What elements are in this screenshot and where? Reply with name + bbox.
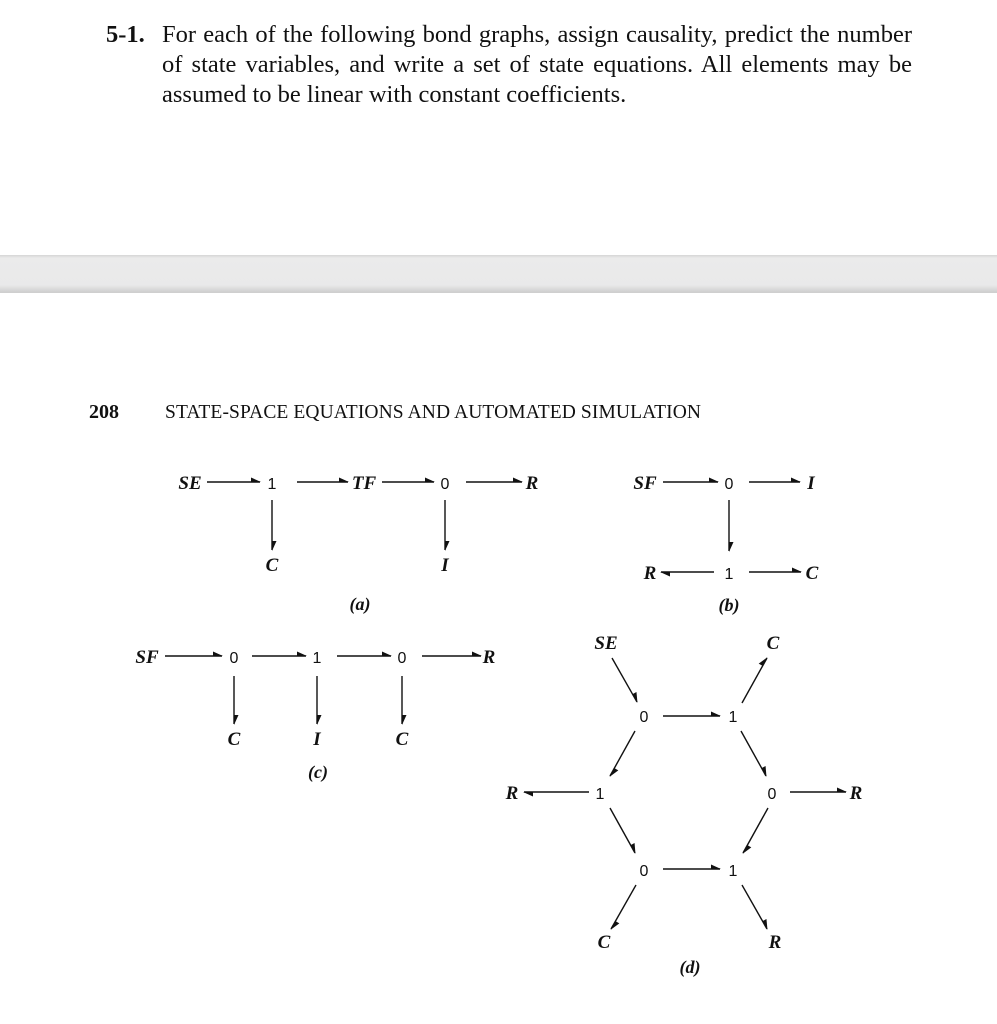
figure-a: [178, 473, 538, 615]
fig-d-junction-top-right: 1: [728, 709, 738, 726]
problem-text: For each of the following bond graphs, assign causality, predict the number of state variables, and write a set of state equations. All elements may be assumed to be linear with constant coefficients.: [162, 21, 912, 108]
fig-d-bond-1-0-right: [741, 731, 766, 776]
fig-a-junction-0: 0: [440, 476, 450, 493]
fig-b-inertia-label: I: [807, 473, 815, 494]
fig-a-source-label: SE: [178, 473, 202, 494]
fig-d-bond-0-c-bottom: [611, 885, 636, 929]
fig-d-junction-top-left: 0: [639, 709, 649, 726]
fig-b-junction-0: 0: [724, 476, 734, 493]
fig-b-capacitor-label: C: [805, 563, 819, 584]
fig-c-junction-1: 1: [312, 650, 322, 667]
fig-c-resistor-label: R: [482, 647, 496, 668]
fig-d-resistor-bottom-label: R: [768, 932, 782, 953]
fig-a-caption: (a): [349, 594, 371, 614]
fig-c-junction-0a: 0: [229, 650, 239, 667]
fig-c-capacitor-a-label: C: [227, 729, 241, 750]
fig-d-caption: (d): [679, 957, 701, 977]
fig-c-caption: (c): [308, 762, 328, 782]
fig-c-junction-0b: 0: [397, 650, 407, 667]
fig-d-bond-1-r-bottom: [742, 885, 767, 929]
fig-a-resistor-label: R: [525, 473, 539, 494]
fig-b-junction-1: 1: [724, 566, 734, 583]
fig-a-junction-1: 1: [267, 476, 277, 493]
fig-d-bond-0-1-left: [610, 731, 635, 776]
fig-d-junction-left: 1: [595, 786, 605, 803]
fig-d-bond-1-0-bottom-left: [610, 808, 635, 853]
fig-d-junction-right: 0: [767, 786, 777, 803]
fig-d-source-label: SE: [594, 633, 618, 654]
fig-d-resistor-right-label: R: [849, 783, 863, 804]
fig-d-bond-0-1-bottom-right: [743, 808, 768, 853]
figure-d: [505, 633, 863, 978]
fig-a-inertia-label: I: [441, 555, 449, 576]
figure-c: [135, 647, 495, 783]
fig-b-source-label: SF: [633, 473, 657, 494]
fig-c-source-label: SF: [135, 647, 159, 668]
fig-a-capacitor-label: C: [265, 555, 279, 576]
fig-d-bond-1-c-top: [742, 658, 767, 703]
fig-d-capacitor-top-label: C: [766, 633, 780, 654]
fig-b-caption: (b): [718, 595, 740, 615]
fig-d-junction-bottom-right: 1: [728, 863, 738, 880]
fig-a-transformer-label: TF: [351, 473, 377, 494]
problem-number: 5-1.: [106, 21, 145, 48]
fig-d-capacitor-bottom-label: C: [597, 932, 611, 953]
fig-b-resistor-label: R: [643, 563, 657, 584]
figure-b: [633, 473, 818, 616]
running-header-title: STATE-SPACE EQUATIONS AND AUTOMATED SIMULATION: [165, 402, 702, 423]
fig-c-capacitor-b-label: C: [395, 729, 409, 750]
fig-c-inertia-label: I: [313, 729, 321, 750]
fig-d-bond-se-0: [612, 658, 637, 702]
fig-d-junction-bottom-left: 0: [639, 863, 649, 880]
fig-d-resistor-left-label: R: [505, 783, 519, 804]
page-number: 208: [89, 401, 119, 423]
